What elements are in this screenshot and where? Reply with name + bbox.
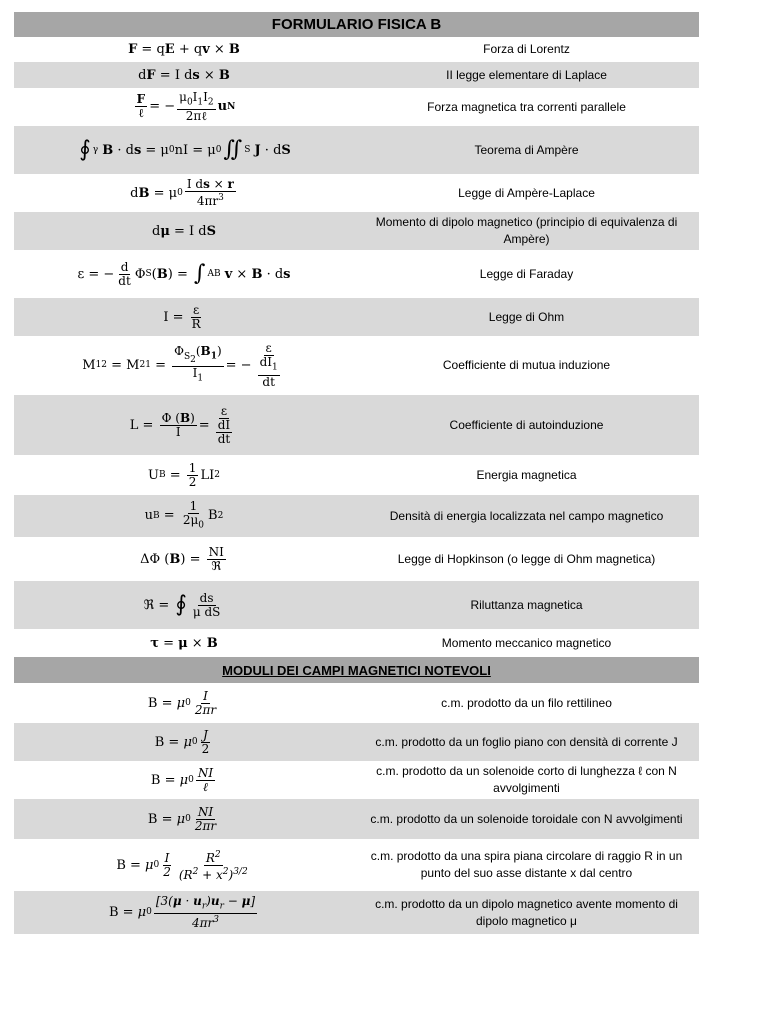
formula-row <box>14 395 699 455</box>
field-straight-wire: B = μ 0 $\frac{I}{2\pi r}$ <box>147 688 217 717</box>
formula-description: Coefficiente di mutua induzione <box>442 358 611 372</box>
field-row <box>14 761 699 799</box>
formula-row <box>14 174 699 212</box>
formula-row <box>14 495 699 537</box>
formula-laplace: d F = I d s × B <box>138 67 230 83</box>
field-circular-loop: B = μ 0 $\frac{I}{2}$ $\frac{R^2}{(R^2 + x^2)^{3/2}}$ <box>116 849 248 882</box>
field-row <box>14 839 699 891</box>
formula-reluctance: ℜ = ∮ $\frac{ds}{\text{μ dS}}$ <box>143 590 221 619</box>
field-description: c.m. prodotto da un foglio piano con densità di corrente J <box>375 734 678 749</box>
field-magnetic-dipole: B = μ 0 $\frac{[3(\mu \cdot u_r)u_r - \mu]}{4\pi r^3}$ <box>108 893 256 931</box>
formula-ohm: I = $\frac{\varepsilon}{R}$ <box>163 302 201 331</box>
formula-ampere: ∮ γ B · d s = μ 0 nI = μ 0 ∬ S J · d S <box>79 137 291 162</box>
formula-row <box>14 581 699 629</box>
section-title: MODULI DEI CAMPI MAGNETICI NOTEVOLI <box>14 657 699 683</box>
field-description: c.m. prodotto da un solenoide toroidale con N avvolgimenti <box>370 811 683 826</box>
field-plane-sheet: B = μ 0 $\frac{J}{2}$ <box>154 727 210 756</box>
field-toroidal-solenoid: B = μ 0 $\frac{NI}{2\pi r}$ <box>147 804 217 833</box>
field-description: c.m. prodotto da un dipolo magnetico avente momento di dipolo magnetico μ <box>375 896 678 928</box>
formula-magnetic-energy: U B = $\frac{1}{2}$ LI 2 <box>148 460 220 489</box>
formula-description: Momento di dipolo magnetico (principio di equivalenza di Ampère) <box>375 215 678 246</box>
formula-row <box>14 336 699 395</box>
field-description: c.m. prodotto da una spira piana circolare di raggio R in un punto del suo asse distante x dal centro <box>370 849 683 880</box>
formula-lorentz: F = q E + q v × B <box>128 42 240 57</box>
formula-row <box>14 537 699 581</box>
formula-description: Legge di Faraday <box>479 266 574 281</box>
formula-torque: τ = μ × B <box>150 635 218 651</box>
formula-description: Riluttanza magnetica <box>470 597 583 612</box>
formula-description: Coefficiente di autoinduzione <box>449 417 604 432</box>
formula-description: Teorema di Ampère <box>474 142 579 157</box>
formula-ampere-laplace: d B = μ 0 $\frac{\text{I ds × r}}{4\pi r^3}$ <box>130 177 234 208</box>
field-row <box>14 799 699 839</box>
formula-description: Legge di Ohm <box>488 309 565 324</box>
formula-faraday: ε = − $\frac{d}{dt}$ Φ S ( B ) = ∫ A B v × B · d s <box>77 259 291 288</box>
formula-row <box>14 126 699 174</box>
formula-mutual-induction: M 12 = M 21 = $\frac{\Phi_{S_2}(B_1)}{I_1}$ = − $\frac{\varepsilon}{\frac{dI_1}{dt}}$ <box>82 341 278 389</box>
field-short-solenoid: B = μ 0 $\frac{NI}{\text{ℓ}}$ <box>150 765 214 794</box>
formula-row <box>14 212 699 250</box>
formula-self-induction: L = $\frac{\Phi (B)}{I}$ = $\frac{\varepsilon}{\frac{dI}{dt}}$ <box>129 403 231 446</box>
formula-description: Legge di Ampère-Laplace <box>458 185 595 200</box>
formula-description: Densità di energia localizzata nel campo magnetico <box>389 508 664 523</box>
field-description: c.m. prodotto da un filo rettilineo <box>441 695 612 710</box>
formula-parallel-currents: $\frac{F}{\text{ℓ}}$ = − $\frac{\mu_0I_1I_2}{\text{2πℓ}}$ u N <box>136 89 236 124</box>
formula-dipole-moment: d μ = I d S <box>152 223 216 239</box>
formula-description: Forza magnetica tra correnti parallele <box>427 99 626 114</box>
formula-description: II legge elementare di Laplace <box>446 67 607 82</box>
formula-hopkinson: ΔΦ ( B ) = $\frac{NI}{\text{ℜ}}$ <box>140 544 224 573</box>
field-row <box>14 723 699 761</box>
formula-row <box>14 455 699 495</box>
formula-row <box>14 250 699 298</box>
formula-sheet <box>14 12 699 934</box>
field-row <box>14 891 699 934</box>
formula-row <box>14 88 699 126</box>
formula-row <box>14 298 699 336</box>
formula-description: Energia magnetica <box>476 467 577 482</box>
field-description: c.m. prodotto da un solenoide corto di lunghezza ℓ con N avvolgimenti <box>376 764 677 795</box>
formula-row <box>14 37 699 62</box>
formula-description: Forza di Lorentz <box>483 42 570 56</box>
formula-description: Legge di Hopkinson (o legge di Ohm magnetica) <box>397 551 656 566</box>
formula-energy-density: u B = $\frac{1}{2\mu_0}$ B 2 <box>144 498 224 531</box>
formula-row <box>14 629 699 657</box>
formula-description: Momento meccanico magnetico <box>441 635 612 650</box>
field-row <box>14 683 699 723</box>
sheet-title: FORMULARIO FISICA B <box>14 12 699 37</box>
formula-row <box>14 62 699 88</box>
